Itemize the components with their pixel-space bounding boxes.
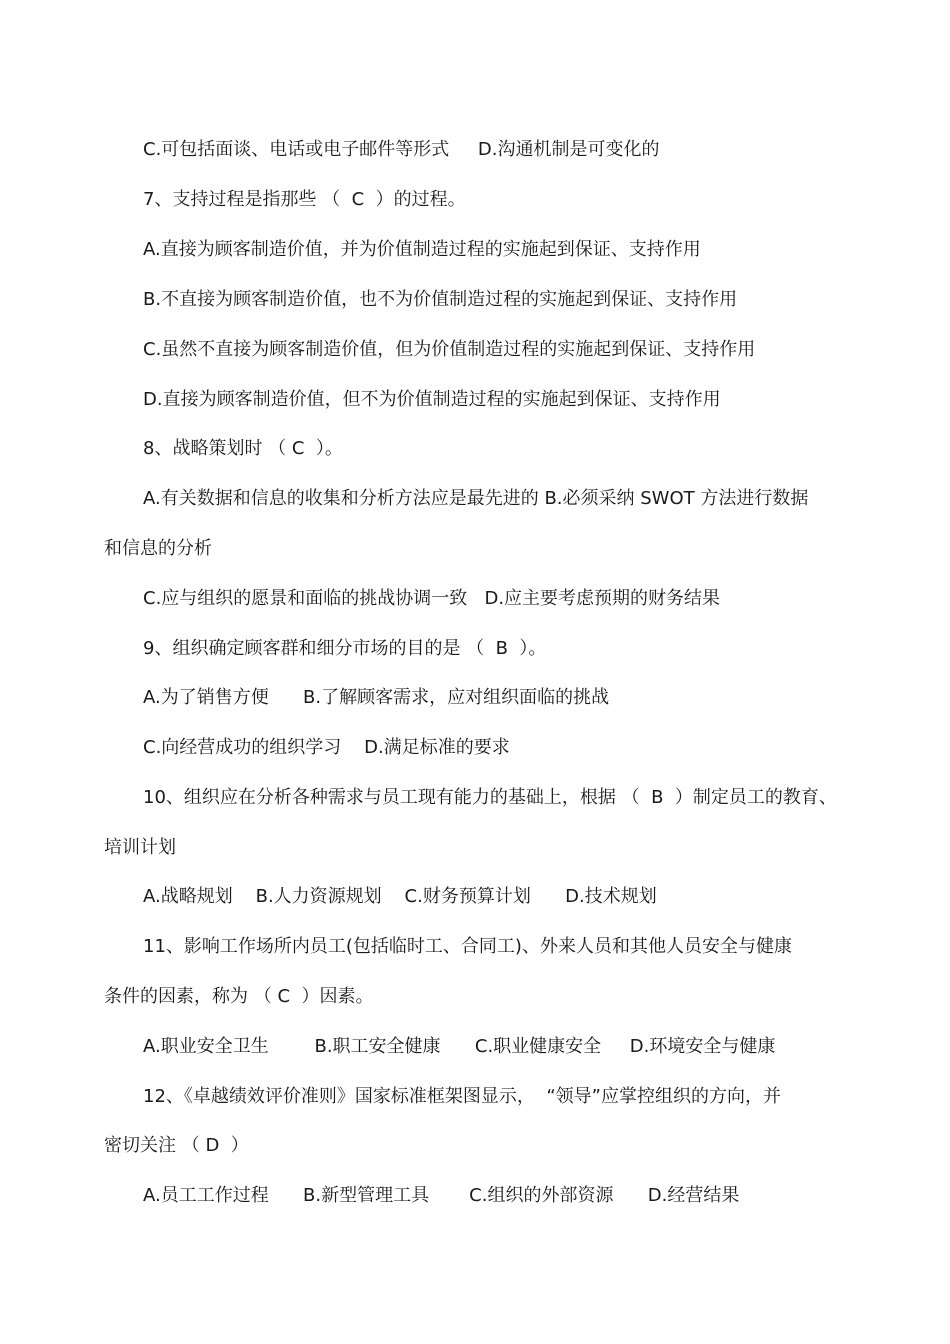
- question-10: 10、组织应在分析各种需求与员工现有能力的基础上，根据 （ B ）制定员工的教育、: [143, 787, 837, 808]
- question-9: 9、组织确定顾客群和细分市场的目的是 （ B ）。: [143, 638, 547, 659]
- option-q7-b: B.不直接为顾客制造价值，也不为价值制造过程的实施起到保证、支持作用: [143, 289, 738, 310]
- option-q8-ab: A.有关数据和信息的收集和分析方法应是最先进的 B.必须采纳 SWOT 方法进行数据: [143, 488, 809, 509]
- question-11-cont: 条件的因素，称为 （ C ）因素。: [104, 986, 374, 1007]
- option-q7-c: C.虽然不直接为顾客制造价值，但为价值制造过程的实施起到保证、支持作用: [143, 339, 756, 360]
- option-q9-cd: C.向经营成功的组织学习 D.满足标准的要求: [143, 737, 510, 758]
- question-12: 12、《卓越绩效评价准则》国家标准框架图显示， “领导”应掌控组织的方向，并: [143, 1086, 781, 1107]
- option-q7-a: A.直接为顾客制造价值，并为价值制造过程的实施起到保证、支持作用: [143, 239, 701, 260]
- question-12-cont: 密切关注 （ D ）: [104, 1135, 249, 1156]
- question-8: 8、战略策划时 （ C ）。: [143, 438, 343, 459]
- question-11: 11、影响工作场所内员工(包括临时工、合同工)、外来人员和其他人员安全与健康: [143, 936, 792, 957]
- option-q12-abcd: A.员工工作过程 B.新型管理工具 C.组织的外部资源 D.经营结果: [143, 1185, 740, 1206]
- option-line-q6-cd: C.可包括面谈、电话或电子邮件等形式 D.沟通机制是可变化的: [143, 139, 660, 160]
- option-q10-abcd: A.战略规划 B.人力资源规划 C.财务预算计划 D.技术规划: [143, 886, 657, 907]
- option-q8-cd: C.应与组织的愿景和面临的挑战协调一致 D.应主要考虑预期的财务结果: [143, 588, 721, 609]
- question-10-cont: 培训计划: [104, 837, 176, 858]
- option-q7-d: D.直接为顾客制造价值，但不为价值制造过程的实施起到保证、支持作用: [143, 389, 721, 410]
- option-q8-b-cont: 和信息的分析: [104, 538, 212, 559]
- question-7: 7、支持过程是指那些 （ C ）的过程。: [143, 189, 466, 210]
- option-q11-abcd: A.职业安全卫生 B.职工安全健康 C.职业健康安全 D.环境安全与健康: [143, 1036, 776, 1057]
- option-q9-ab: A.为了销售方便 B.了解顾客需求，应对组织面临的挑战: [143, 687, 610, 708]
